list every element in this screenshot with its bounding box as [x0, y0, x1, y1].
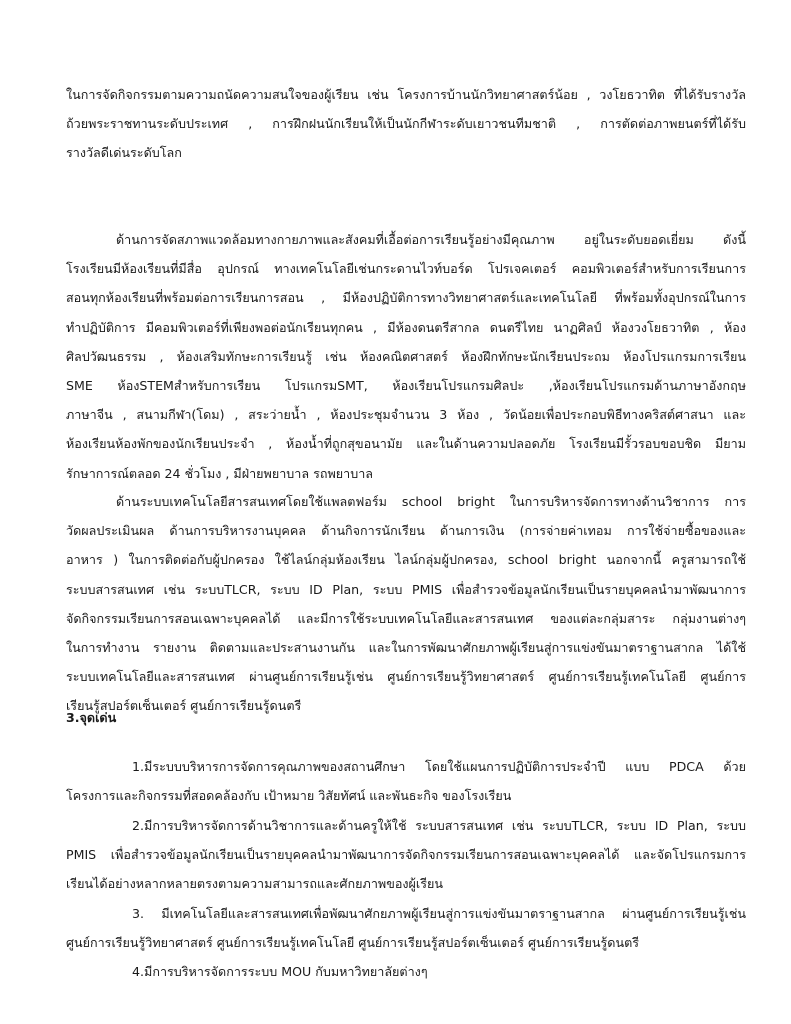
technology-paragraph: [66, 487, 746, 721]
text-line: ด้านการจัดสภาพแวดล้อมทางกายภาพและสังคมที่เอื้อต่อการเรียนรู้อย่างมีคุณภาพ อยู่ในระดับยอดเยี่ยม ดังนี้: [116, 232, 746, 247]
text-line: อาหาร ) ในการติดต่อกับผู้ปกครอง ใช้ไลน์กลุ่มห้องเรียน ไลน์กลุ่มผู้ปกครอง, school bright นอกจากนี้ ครูสามารถใช้: [66, 552, 746, 568]
text-line: 1.มีระบบบริหารการจัดการคุณภาพของสถานศึกษา โดยใช้แผนการปฏิบัติการประจำปี แบบ PDCA ด้วย: [132, 759, 746, 774]
text-line: ระบบสารสนเทศ เช่น ระบบTLCR, ระบบ ID Plan, ระบบ PMIS เพื่อสำรวจข้อมูลนักเรียนเป็นรายบุคคลนำมาพัฒนาการ: [66, 581, 746, 597]
strength-item-1: [66, 752, 746, 810]
text-line: รางวัลดีเด่นระดับโลก: [66, 145, 182, 161]
text-line: SME ห้องSTEMสำหรับการเรียน โปรแกรมSMT, ห้องเรียนโปรแกรมศิลปะ ,ห้องเรียนโปรแกรมด้านภาษาอังกฤษ: [66, 378, 746, 394]
text-line: สอนทุกห้องเรียนที่พร้อมต่อการเรียนการสอน , มีห้องปฏิบัติการทางวิทยาศาสตร์และเทคโนโลยี ที่พร้อมทั้งอุปกรณ์ในการ: [66, 290, 746, 306]
environment-paragraph: [66, 225, 746, 488]
text-line: เรียนรู้สปอร์ตเซ็นเตอร์ ศูนย์การเรียนรู้ดนตรี: [66, 698, 302, 714]
strength-item-4: [66, 957, 746, 986]
text-line: 2.มีการบริหารจัดการด้านวิชาการและด้านครูให้ใช้ ระบบสารสนเทศ เช่น ระบบTLCR, ระบบ ID Plan, ระบบ: [132, 818, 746, 833]
intro-continuation-paragraph: [66, 80, 746, 168]
text-line: ระบบเทคโนโลยีและสารสนเทศ ผ่านศูนย์การเรียนรู้เช่น ศูนย์การเรียนรู้วิทยาศาสตร์ ศูนย์การเรียนรู้เทคโนโลยี ศูนย์การ: [66, 669, 746, 685]
text-line: จัดกิจกรรมเรียนการสอนเฉพาะบุคคลได้ และมีการใช้ระบบเทคโนโลยีและสารสนเทศ ของแต่ละกลุ่มสาระ กลุ่มงานต่างๆ: [66, 610, 746, 626]
text-line: PMIS เพื่อสำรวจข้อมูลนักเรียนเป็นรายบุคคลนำมาพัฒนาการจัดกิจกรรมเรียนการสอนเฉพาะบุคคลได้ และจัดโปรแกรมการ: [66, 847, 746, 863]
text-line: ภาษาจีน , สนามกีฬา(โดม) , สระว่ายน้ำ , ห้องประชุมจำนวน 3 ห้อง , วัดน้อยเพื่อประกอบพิธีทางคริสต์ศาสนา และ: [66, 407, 746, 423]
strength-item-3: [66, 899, 746, 957]
text-line: โครงการและกิจกรรมที่สอดคล้องกับ เป้าหมาย วิสัยทัศน์ และพันธะกิจ ของโรงเรียน: [66, 788, 512, 804]
text-line: ศูนย์การเรียนรู้วิทยาศาสตร์ ศูนย์การเรียนรู้เทคโนโลยี ศูนย์การเรียนรู้สปอร์ตเซ็นเตอร์ ศูนย์การเรียนรู้ดนตรี: [66, 935, 640, 951]
text-line: เรียนได้อย่างหลากหลายตรงตามความสามารถและศักยภาพของผู้เรียน: [66, 876, 443, 892]
text-line: ในการจัดกิจกรรมตามความถนัดความสนใจของผู้เรียน เช่น โครงการบ้านนักวิทยาศาสตร์น้อย , วงโยธวาทิต ที่ได้รับรางวัล: [66, 87, 746, 102]
text-line: โรงเรียนมีห้องเรียนที่มีสื่อ อุปกรณ์ ทางเทคโนโลยีเช่นกระดานไวท์บอร์ด โปรเจคเตอร์ คอมพิวเตอร์สำหรับการเรียนการ: [66, 261, 746, 277]
strength-item-2: [66, 811, 746, 899]
text-line: 4.มีการบริหารจัดการระบบ MOU กับมหาวิทยาลัยต่างๆ: [132, 964, 428, 979]
text-line: วัดผลประเมินผล ด้านการบริหารงานบุคคล ด้านกิจการนักเรียน ด้านการเงิน (การจ่ายค่าเทอม การใช้จ่ายซื้อของและ: [66, 523, 746, 539]
section-heading: 3.จุดเด่น: [66, 710, 117, 725]
text-line: ศิลปวัฒนธรรม , ห้องเสริมทักษะการเรียนรู้ เช่น ห้องคณิตศาสตร์ ห้องฝึกทักษะนักเรียนประถม ห้องโปรแกรมการเรียน: [66, 348, 746, 364]
text-line: 3. มีเทคโนโลยีและสารสนเทศเพื่อพัฒนาศักยภาพผู้เรียนสู่การแข่งขันมาตราฐานสากล ผ่านศูนย์การเรียนรู้เช่น: [132, 906, 746, 921]
text-line: รักษาการณ์ตลอด 24 ชั่วโมง , มีฝ่ายพยาบาล รถพยาบาล: [66, 465, 374, 481]
text-line: ห้องเรียนห้องพักของนักเรียนประจำ , ห้องน้ำที่ถูกสุขอนามัย และในด้านความปลอดภัย โรงเรียนมีรั้วรอบขอบชิด มียาม: [66, 436, 746, 452]
text-line: ในการทำงาน รายงาน ติดตามและประสานงานกัน และในการพัฒนาศักยภาพผู้เรียนสู่การแข่งขันมาตราฐานสากล ได้ใช้: [66, 640, 746, 656]
text-line: ถ้วยพระราชทานระดับประเทศ , การฝึกฝนนักเรียนให้เป็นนักกีฬาระดับเยาวชนทีมชาติ , การตัดต่อภาพยนตร์ที่ได้รับ: [66, 116, 746, 132]
text-line: ด้านระบบเทคโนโลยีสารสนเทศโดยใช้แพลตฟอร์ม school bright ในการบริหารจัดการทางด้านวิชาการ การ: [116, 494, 746, 509]
text-line: ทำปฏิบัติการ มีคอมพิวเตอร์ที่เพียงพอต่อนักเรียนทุกคน , มีห้องดนตรีสากล ดนตรีไทย นาฏศิลป์ ห้องวงโยธวาทิต , ห้อง: [66, 319, 746, 335]
